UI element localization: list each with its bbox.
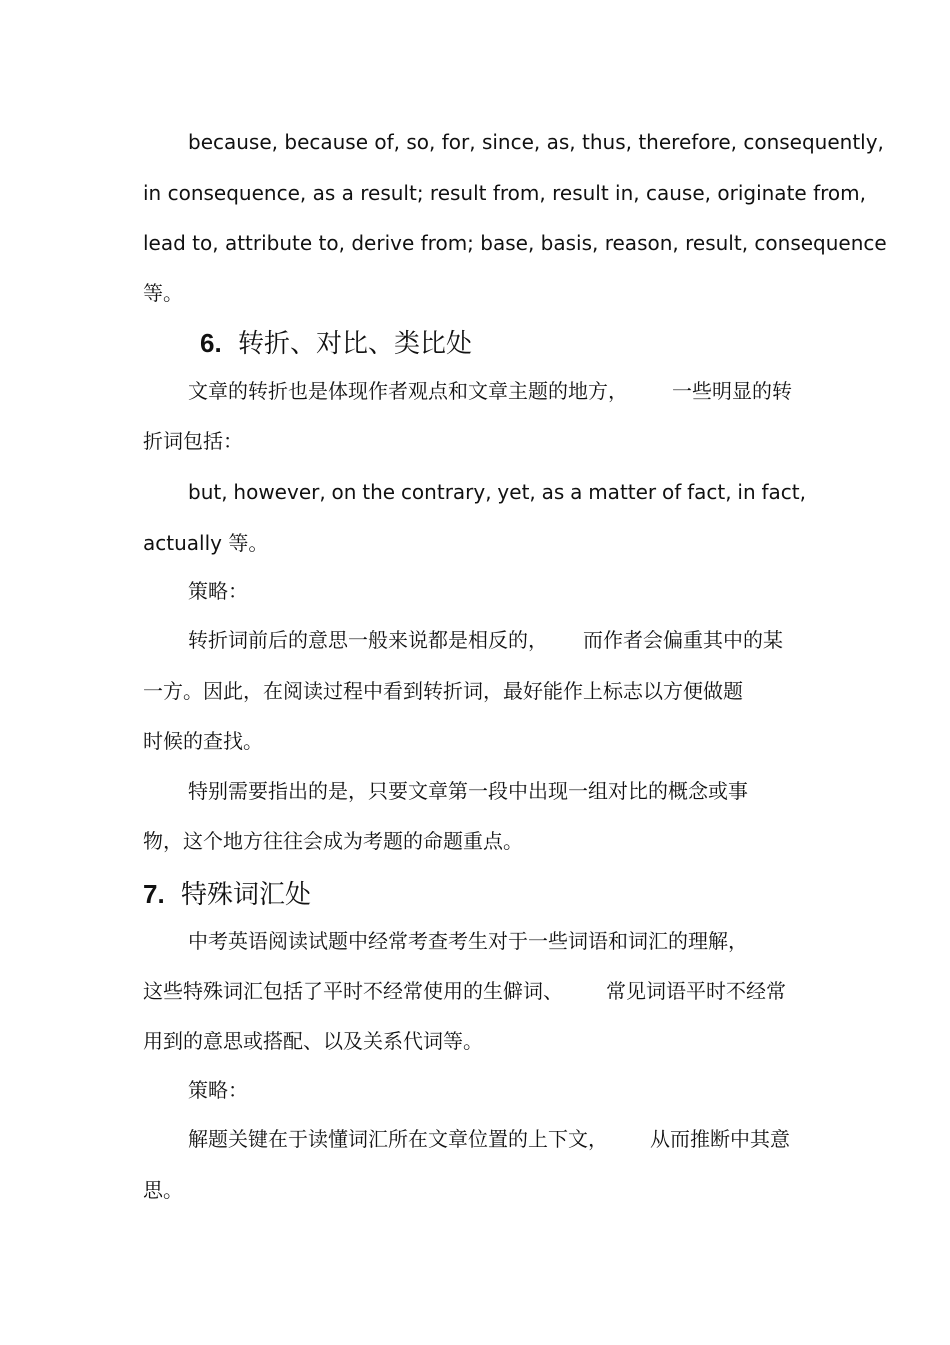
- section-6-number: 6.: [200, 328, 222, 358]
- section-7-intro-part-a: 这些特殊词汇包括了平时不经常使用的生僻词、: [143, 979, 563, 1003]
- section-7-number: 7.: [143, 879, 165, 909]
- section-6-strategy-line-3: 时候的查找。: [143, 729, 263, 753]
- section-7-strategy-line-2: 思。: [143, 1178, 183, 1202]
- example-word: but,: [188, 480, 228, 504]
- example-word: yet,: [497, 480, 536, 504]
- section-6-strategy-part-a: 转折词前后的意思一般来说都是相反的，: [188, 628, 548, 652]
- example-word: fact,: [687, 480, 732, 504]
- connector-words-line-4: 等。: [143, 281, 183, 305]
- section-6-note-line-1: 特别需要指出的是，只要文章第一段中出现一组对比的概念或事: [188, 779, 748, 803]
- section-6-intro-line-2: 折词包括：: [143, 429, 243, 453]
- section-7-intro-line-3: 用到的意思或搭配、以及关系代词等。: [143, 1029, 483, 1053]
- section-7-strategy-label: 策略：: [188, 1078, 248, 1102]
- example-word: the: [362, 480, 396, 504]
- section-6-strategy-part-b: 而作者会偏重其中的某: [583, 628, 783, 652]
- example-word: in: [737, 480, 756, 504]
- section-7-intro-line-1: 中考英语阅读试题中经常考查考生对于一些词语和词汇的理解，: [188, 929, 748, 953]
- example-word: a: [570, 480, 583, 504]
- connector-words-line-3: lead to, attribute to, derive from; base, basis, reason, result, consequence: [143, 231, 887, 255]
- section-7-strategy-part-a: 解题关键在于读懂词汇所在文章位置的上下文，: [188, 1127, 608, 1151]
- section-6-note-line-2: 物，这个地方往往会成为考题的命题重点。: [143, 829, 523, 853]
- section-6-strategy-label: 策略：: [188, 579, 248, 603]
- section-6-examples-line-2: actually 等。: [143, 531, 269, 555]
- section-6-intro-part-b: 一些明显的转: [672, 379, 792, 403]
- example-word: matter: [588, 480, 657, 504]
- example-word: of: [661, 480, 682, 504]
- section-6-intro-part-a: 文章的转折也是体现作者观点和文章主题的地方，: [188, 379, 628, 403]
- connector-words-line-1: because, because of, so, for, since, as, thus, therefore, consequently,: [188, 130, 884, 154]
- section-6-heading: [200, 328, 472, 359]
- example-word: however,: [233, 480, 326, 504]
- section-7-strategy-part-b: 从而推断中其意: [650, 1127, 790, 1151]
- example-word: fact,: [761, 480, 806, 504]
- example-word: as: [541, 480, 565, 504]
- section-7-title: 特殊词汇处: [180, 880, 311, 910]
- example-word: contrary,: [400, 480, 492, 504]
- section-6-title: 转折、对比、类比处: [237, 329, 472, 359]
- example-word: on: [331, 480, 357, 504]
- section-7-heading: [143, 879, 311, 910]
- section-6-examples-line-1: [188, 480, 806, 504]
- section-7-intro-part-b: 常见词语平时不经常: [606, 979, 786, 1003]
- section-6-strategy-line-2: 一方。因此，在阅读过程中看到转折词，最好能作上标志以方便做题: [143, 679, 743, 703]
- connector-words-line-2: in consequence, as a result; result from, result in, cause, originate from,: [143, 181, 866, 205]
